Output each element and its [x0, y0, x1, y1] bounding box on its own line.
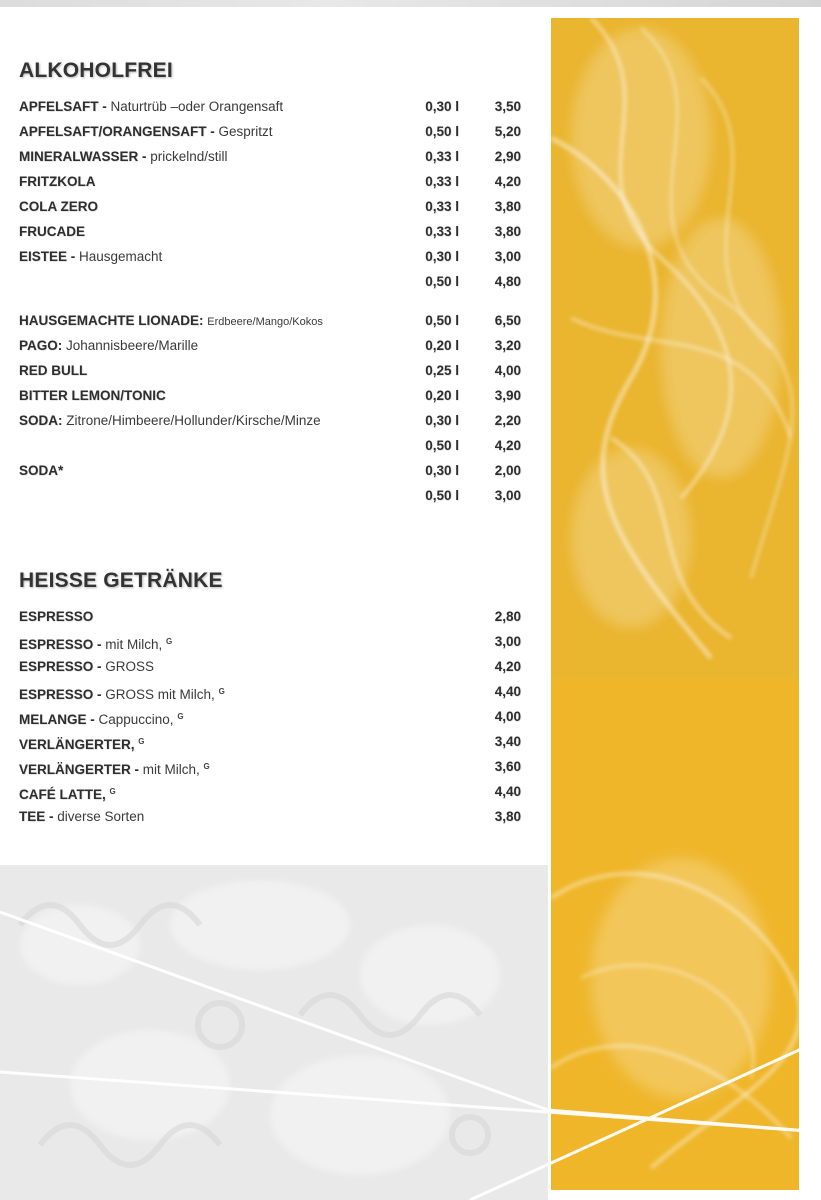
item-name-group — [19, 172, 96, 192]
item-name: ESPRESSO — [19, 637, 94, 652]
item-description: Naturtrüb –oder Orangensaft — [110, 99, 284, 114]
list-item — [0, 682, 548, 702]
item-price: 2,00 — [494, 463, 521, 478]
item-name: VERLÄNGERTER — [19, 762, 131, 777]
item-name: TEE — [19, 809, 46, 824]
item-price: 4,20 — [494, 174, 521, 189]
item-name-group — [19, 682, 225, 705]
item-description: prickelnd/still — [150, 149, 228, 164]
item-description: Johannisbeere/Marille — [66, 338, 199, 353]
list-item — [0, 197, 548, 217]
list-item — [0, 336, 548, 356]
item-volume: 0,25 l — [425, 363, 459, 378]
item-price: 3,40 — [494, 734, 521, 749]
item-volume: 0,30 l — [425, 99, 459, 114]
item-name-group — [19, 336, 198, 356]
item-price: 3,80 — [494, 809, 521, 824]
item-separator: - — [130, 762, 143, 777]
item-name: RED BULL — [19, 363, 88, 378]
item-volume: 0,50 l — [425, 488, 459, 503]
section-title-alkoholfrei: ALKOHOLFREI — [19, 59, 173, 82]
item-price: 2,80 — [494, 609, 521, 624]
item-price: 4,40 — [494, 684, 521, 699]
item-description: diverse Sorten — [57, 809, 145, 824]
item-volume: 0,30 l — [425, 463, 459, 478]
item-name-group — [19, 757, 210, 780]
list-item — [0, 782, 548, 802]
list-item — [0, 707, 548, 727]
item-name-group — [19, 97, 283, 117]
list-item — [0, 486, 548, 506]
list-item — [0, 222, 548, 242]
item-name-group — [19, 311, 323, 332]
allergen-marker: G — [203, 762, 210, 771]
item-name-group — [19, 782, 116, 805]
background-pattern-panel — [0, 865, 548, 1200]
item-price: 3,00 — [494, 249, 521, 264]
item-volume: 0,30 l — [425, 249, 459, 264]
item-volume: 0,30 l — [425, 413, 459, 428]
item-volume: 0,33 l — [425, 174, 459, 189]
item-description: GROSS — [105, 659, 155, 674]
item-name: MELANGE — [19, 712, 87, 727]
list-item — [0, 461, 548, 481]
list-item — [0, 757, 548, 777]
smoke-pattern — [551, 18, 799, 1190]
item-name: FRUCADE — [19, 224, 85, 239]
item-separator: - — [98, 99, 111, 114]
list-item — [0, 807, 548, 827]
item-name: HAUSGEMACHTE LIONADE — [19, 313, 200, 328]
item-description: Hausgemacht — [79, 249, 163, 264]
allergen-marker: G — [166, 637, 173, 646]
item-name-group — [19, 607, 93, 627]
item-separator: - — [93, 687, 106, 702]
top-strip — [0, 0, 821, 7]
item-volume: 0,20 l — [425, 338, 459, 353]
list-item — [0, 632, 548, 652]
smoke-decoration-panel — [551, 18, 799, 1190]
item-name: SODA — [19, 413, 59, 428]
section-title-heisse-getraenke: HEISSE GETRÄNKE — [19, 569, 223, 592]
item-separator: : — [57, 338, 67, 353]
item-price: 4,00 — [494, 709, 521, 724]
item-volume: 0,50 l — [425, 124, 459, 139]
item-description: Cappuccino, — [98, 712, 174, 727]
allergen-marker: G — [177, 712, 184, 721]
item-price: 4,80 — [494, 274, 521, 289]
item-description: mit Milch, — [105, 637, 163, 652]
allergen-marker: G — [109, 787, 116, 796]
item-separator: - — [93, 637, 106, 652]
item-volume: 0,33 l — [425, 224, 459, 239]
item-description: GROSS mit Milch, — [105, 687, 215, 702]
item-price: 4,00 — [494, 363, 521, 378]
item-name-group — [19, 147, 228, 167]
list-item — [0, 247, 548, 267]
item-name: FRITZKOLA — [19, 174, 96, 189]
list-item — [0, 361, 548, 381]
item-volume: 0,33 l — [425, 199, 459, 214]
item-description: mit Milch, — [142, 762, 200, 777]
item-name-group — [19, 197, 98, 217]
item-separator: : — [58, 413, 67, 428]
item-price: 3,90 — [494, 388, 521, 403]
item-description: Zitrone/Himbeere/Hollunder/Kirsche/Minze — [66, 413, 321, 428]
allergen-marker: G — [218, 687, 225, 696]
item-price: 3,80 — [494, 224, 521, 239]
item-separator: - — [45, 809, 58, 824]
item-name: PAGO — [19, 338, 58, 353]
item-name-group — [19, 632, 172, 655]
list-item — [0, 411, 548, 431]
item-name-group — [19, 807, 144, 827]
item-name: ESPRESSO — [19, 609, 94, 624]
list-item — [0, 311, 548, 331]
item-name-group — [19, 732, 145, 755]
item-description: Gespritzt — [218, 124, 273, 139]
item-volume: 0,33 l — [425, 149, 459, 164]
item-price: 3,00 — [494, 488, 521, 503]
item-name: EISTEE — [19, 249, 68, 264]
item-price: 6,50 — [494, 313, 521, 328]
item-name: CAFÉ LATTE, — [19, 787, 106, 802]
item-price: 5,20 — [494, 124, 521, 139]
floral-pattern — [0, 865, 548, 1200]
item-price: 4,40 — [494, 784, 521, 799]
item-separator: - — [138, 149, 151, 164]
item-volume: 0,50 l — [425, 438, 459, 453]
item-name: APFELSAFT/ORANGENSAFT — [19, 124, 207, 139]
item-name-group — [19, 122, 273, 142]
item-name: VERLÄNGERTER, — [19, 737, 135, 752]
item-name-group — [19, 461, 63, 481]
list-item — [0, 732, 548, 752]
list-item — [0, 607, 548, 627]
item-name: ESPRESSO — [19, 659, 94, 674]
list-item — [0, 272, 548, 292]
item-name-group — [19, 411, 321, 431]
allergen-marker: G — [138, 737, 145, 746]
item-price: 2,20 — [494, 413, 521, 428]
item-separator: : — [199, 313, 208, 328]
list-item — [0, 97, 548, 117]
item-price: 3,60 — [494, 759, 521, 774]
item-volume: 0,50 l — [425, 313, 459, 328]
item-name: SODA* — [19, 463, 64, 478]
item-name: BITTER LEMON/TONIC — [19, 388, 166, 403]
item-name: MINERALWASSER — [19, 149, 139, 164]
item-price: 4,20 — [494, 438, 521, 453]
list-item — [0, 172, 548, 192]
item-price: 2,90 — [494, 149, 521, 164]
item-separator: - — [86, 712, 99, 727]
item-price: 4,20 — [494, 659, 521, 674]
item-name-group — [19, 657, 154, 677]
item-name: COLA ZERO — [19, 199, 98, 214]
item-separator: - — [206, 124, 219, 139]
item-separator: - — [93, 659, 106, 674]
item-price: 3,50 — [494, 99, 521, 114]
item-volume: 0,50 l — [425, 274, 459, 289]
item-name: APFELSAFT — [19, 99, 99, 114]
item-price: 3,80 — [494, 199, 521, 214]
item-name-group — [19, 386, 166, 406]
item-price: 3,20 — [494, 338, 521, 353]
item-name-group — [19, 707, 184, 730]
item-separator: - — [67, 249, 80, 264]
list-item — [0, 147, 548, 167]
item-name-group — [19, 247, 162, 267]
item-price: 3,00 — [494, 634, 521, 649]
list-item — [0, 657, 548, 677]
list-item — [0, 122, 548, 142]
list-item — [0, 386, 548, 406]
item-name: ESPRESSO — [19, 687, 94, 702]
item-volume: 0,20 l — [425, 388, 459, 403]
list-item — [0, 436, 548, 456]
item-description: Erdbeere/Mango/Kokos — [207, 316, 323, 328]
item-name-group — [19, 222, 85, 242]
item-name-group — [19, 361, 87, 381]
